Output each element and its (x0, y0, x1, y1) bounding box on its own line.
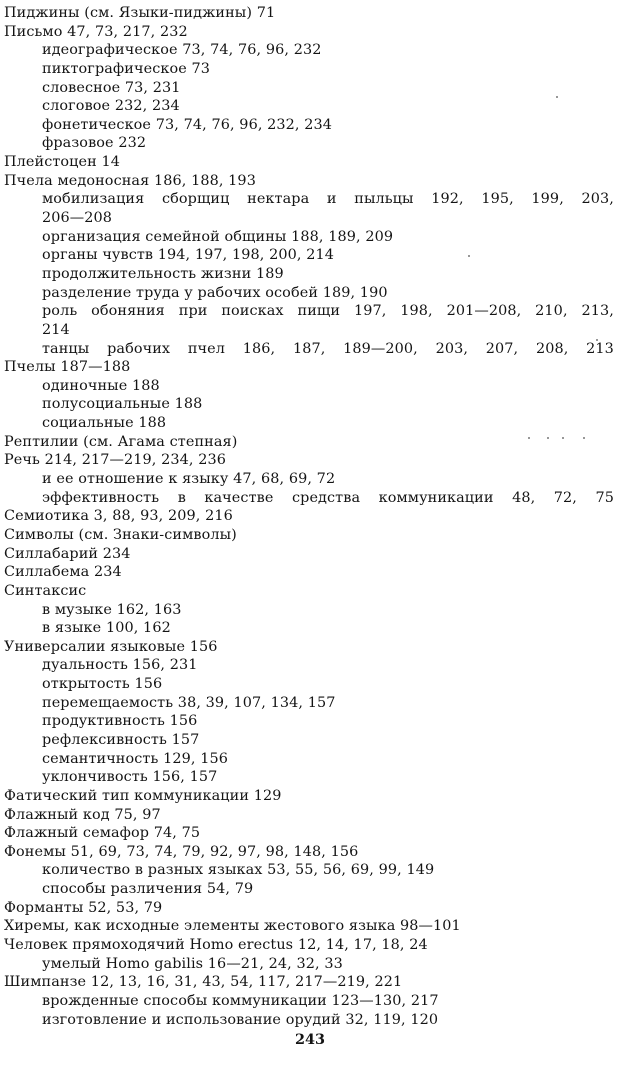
index-entry (4, 806, 616, 825)
entry-text: Письмо 47, 73, 217, 232 (4, 23, 188, 40)
index-subentry (4, 694, 616, 713)
index-entry (4, 843, 616, 862)
scan-speck (596, 339, 598, 341)
index-subentry (4, 60, 616, 79)
entry-text: 214 (42, 321, 70, 338)
index-subentry (4, 861, 616, 880)
entry-text: Человек прямоходячий Homo erectus 12, 14, 17, 18, 24 (4, 937, 428, 954)
entry-text: в музыке 162, 163 (42, 601, 182, 618)
index-subentry (4, 750, 616, 769)
entry-text: продолжительность жизни 189 (42, 265, 284, 282)
index-subentry (4, 470, 616, 489)
index-subentry (4, 880, 616, 899)
scan-speck (468, 255, 470, 257)
entry-text: одиночные 188 (42, 377, 160, 394)
justified-text: роль обоняния при поисках пищи 197, 198, 201—208, 210, 213, (42, 303, 614, 320)
entry-text: перемещаемость 38, 39, 107, 134, 157 (42, 694, 336, 711)
index-subentry (4, 284, 616, 303)
entry-text: изготовление и использование орудий 32, 119, 120 (42, 1011, 439, 1028)
index-subentry (4, 601, 616, 620)
index-subentry (4, 377, 616, 396)
entry-text: разделение труда у рабочих особей 189, 190 (42, 284, 388, 301)
index-entry (4, 507, 616, 526)
entry-text: Семиотика 3, 88, 93, 209, 216 (4, 508, 233, 525)
index-subentry (4, 414, 616, 433)
index-entry (4, 172, 616, 191)
entry-text: способы различения 54, 79 (42, 881, 254, 898)
entry-text: Хиремы, как исходные элементы жестового языка 98—101 (4, 918, 461, 935)
index-subentry (4, 302, 616, 321)
index-entry (4, 4, 616, 23)
index-entry (4, 824, 616, 843)
index-subentry (4, 992, 616, 1011)
scan-speck (556, 96, 558, 98)
index-entry (4, 433, 616, 452)
entry-text: организация семейной общины 188, 189, 209 (42, 228, 394, 245)
scan-speck (528, 437, 530, 439)
index-subentry (4, 340, 616, 359)
entry-text: идеографическое 73, 74, 76, 96, 232 (42, 42, 322, 59)
entry-text: полусоциальные 188 (42, 396, 203, 413)
index-subentry (4, 768, 616, 787)
entry-text: продуктивность 156 (42, 713, 198, 730)
justified-text: мобилизация сборщиц нектара и пыльцы 192, 195, 199, 203, (42, 191, 614, 208)
entry-text: фразовое 232 (42, 135, 147, 152)
entry-text: Силлабарий 234 (4, 545, 131, 562)
entry-text: социальные 188 (42, 415, 167, 432)
index-subentry (4, 228, 616, 247)
index-subentry (4, 190, 616, 209)
entry-text: Плейстоцен 14 (4, 154, 121, 171)
index-subentry (4, 395, 616, 414)
index-subentry (4, 209, 616, 228)
entry-text: в языке 100, 162 (42, 620, 171, 637)
entry-text: Фонемы 51, 69, 73, 74, 79, 92, 97, 98, 148, 156 (4, 843, 359, 860)
index-subentry (4, 656, 616, 675)
entry-text: Пчела медоносная 186, 188, 193 (4, 172, 256, 189)
entry-text: пиктографическое 73 (42, 60, 211, 77)
index-entry (4, 638, 616, 657)
entry-text: фонетическое 73, 74, 76, 96, 232, 234 (42, 116, 333, 133)
entry-text: Пиджины (см. Языки-пиджины) 71 (4, 5, 276, 21)
entry-text: Форманты 52, 53, 79 (4, 899, 163, 916)
entry-text: Рептилии (см. Агама степная) (4, 433, 238, 450)
index-entry (4, 787, 616, 806)
index-subentry (4, 246, 616, 265)
scan-speck (583, 437, 585, 439)
index-subentry (4, 41, 616, 60)
index-subentry (4, 955, 616, 974)
justified-text: эффективность в качестве средства коммуникации 48, 72, 75 (42, 489, 614, 506)
index-subentry (4, 712, 616, 731)
entry-text: слоговое 232, 234 (42, 98, 180, 115)
entry-text: Фатический тип коммуникации 129 (4, 787, 282, 804)
index-subentry (4, 1011, 616, 1030)
index-subentry (4, 675, 616, 694)
entry-text: Синтаксис (4, 582, 87, 599)
entry-text: дуальность 156, 231 (42, 657, 198, 674)
index-entry (4, 582, 616, 601)
index-entry (4, 917, 616, 936)
index-subentry (4, 134, 616, 153)
index-entry (4, 526, 616, 545)
entry-text: Силлабема 234 (4, 564, 122, 581)
index-entry (4, 153, 616, 172)
scan-speck (562, 437, 564, 439)
index-subentry (4, 489, 616, 508)
index-subentry (4, 97, 616, 116)
index-subentry (4, 731, 616, 750)
entry-text: словесное 73, 231 (42, 79, 181, 96)
entry-text: Флажный код 75, 97 (4, 806, 161, 823)
index-entry (4, 563, 616, 582)
page-number: 243 (294, 1031, 326, 1048)
justified-text: танцы рабочих пчел 186, 187, 189—200, 203, 207, 208, 213 (42, 340, 614, 357)
entry-text: уклончивость 156, 157 (42, 769, 218, 786)
index-subentry (4, 321, 616, 340)
entry-text: семантичность 129, 156 (42, 750, 228, 767)
entry-text: количество в разных языках 53, 55, 56, 69, 99, 149 (42, 862, 435, 879)
index-entry (4, 899, 616, 918)
index-entry (4, 973, 616, 992)
entry-text: Пчелы 187—188 (4, 359, 131, 376)
index-entry (4, 451, 616, 470)
entry-text: органы чувств 194, 197, 198, 200, 214 (42, 247, 335, 264)
entry-text: рефлексивность 157 (42, 731, 200, 748)
entry-text: умелый Homo gabilis 16—21, 24, 32, 33 (42, 955, 343, 972)
entry-text: Речь 214, 217—219, 234, 236 (4, 452, 226, 469)
entry-text: Шимпанзе 12, 13, 16, 31, 43, 54, 117, 217—219, 221 (4, 974, 403, 991)
entry-text: Универсалии языковые 156 (4, 638, 218, 655)
index-entry (4, 358, 616, 377)
index-subentry (4, 116, 616, 135)
index-subentry (4, 619, 616, 638)
index-subentry (4, 79, 616, 98)
index-entry (4, 545, 616, 564)
index-entry (4, 936, 616, 955)
index-entry (4, 23, 616, 42)
entry-text: Флажный семафор 74, 75 (4, 825, 201, 842)
index-subentry (4, 265, 616, 284)
entry-text: и ее отношение к языку 47, 68, 69, 72 (42, 471, 336, 488)
scan-speck (547, 437, 549, 439)
entry-text: открытость 156 (42, 676, 163, 693)
entry-text: 206—208 (42, 210, 113, 227)
subject-index (4, 4, 616, 1029)
entry-text: врожденные способы коммуникации 123—130, 217 (42, 992, 439, 1009)
entry-text: Символы (см. Знаки-символы) (4, 526, 237, 543)
